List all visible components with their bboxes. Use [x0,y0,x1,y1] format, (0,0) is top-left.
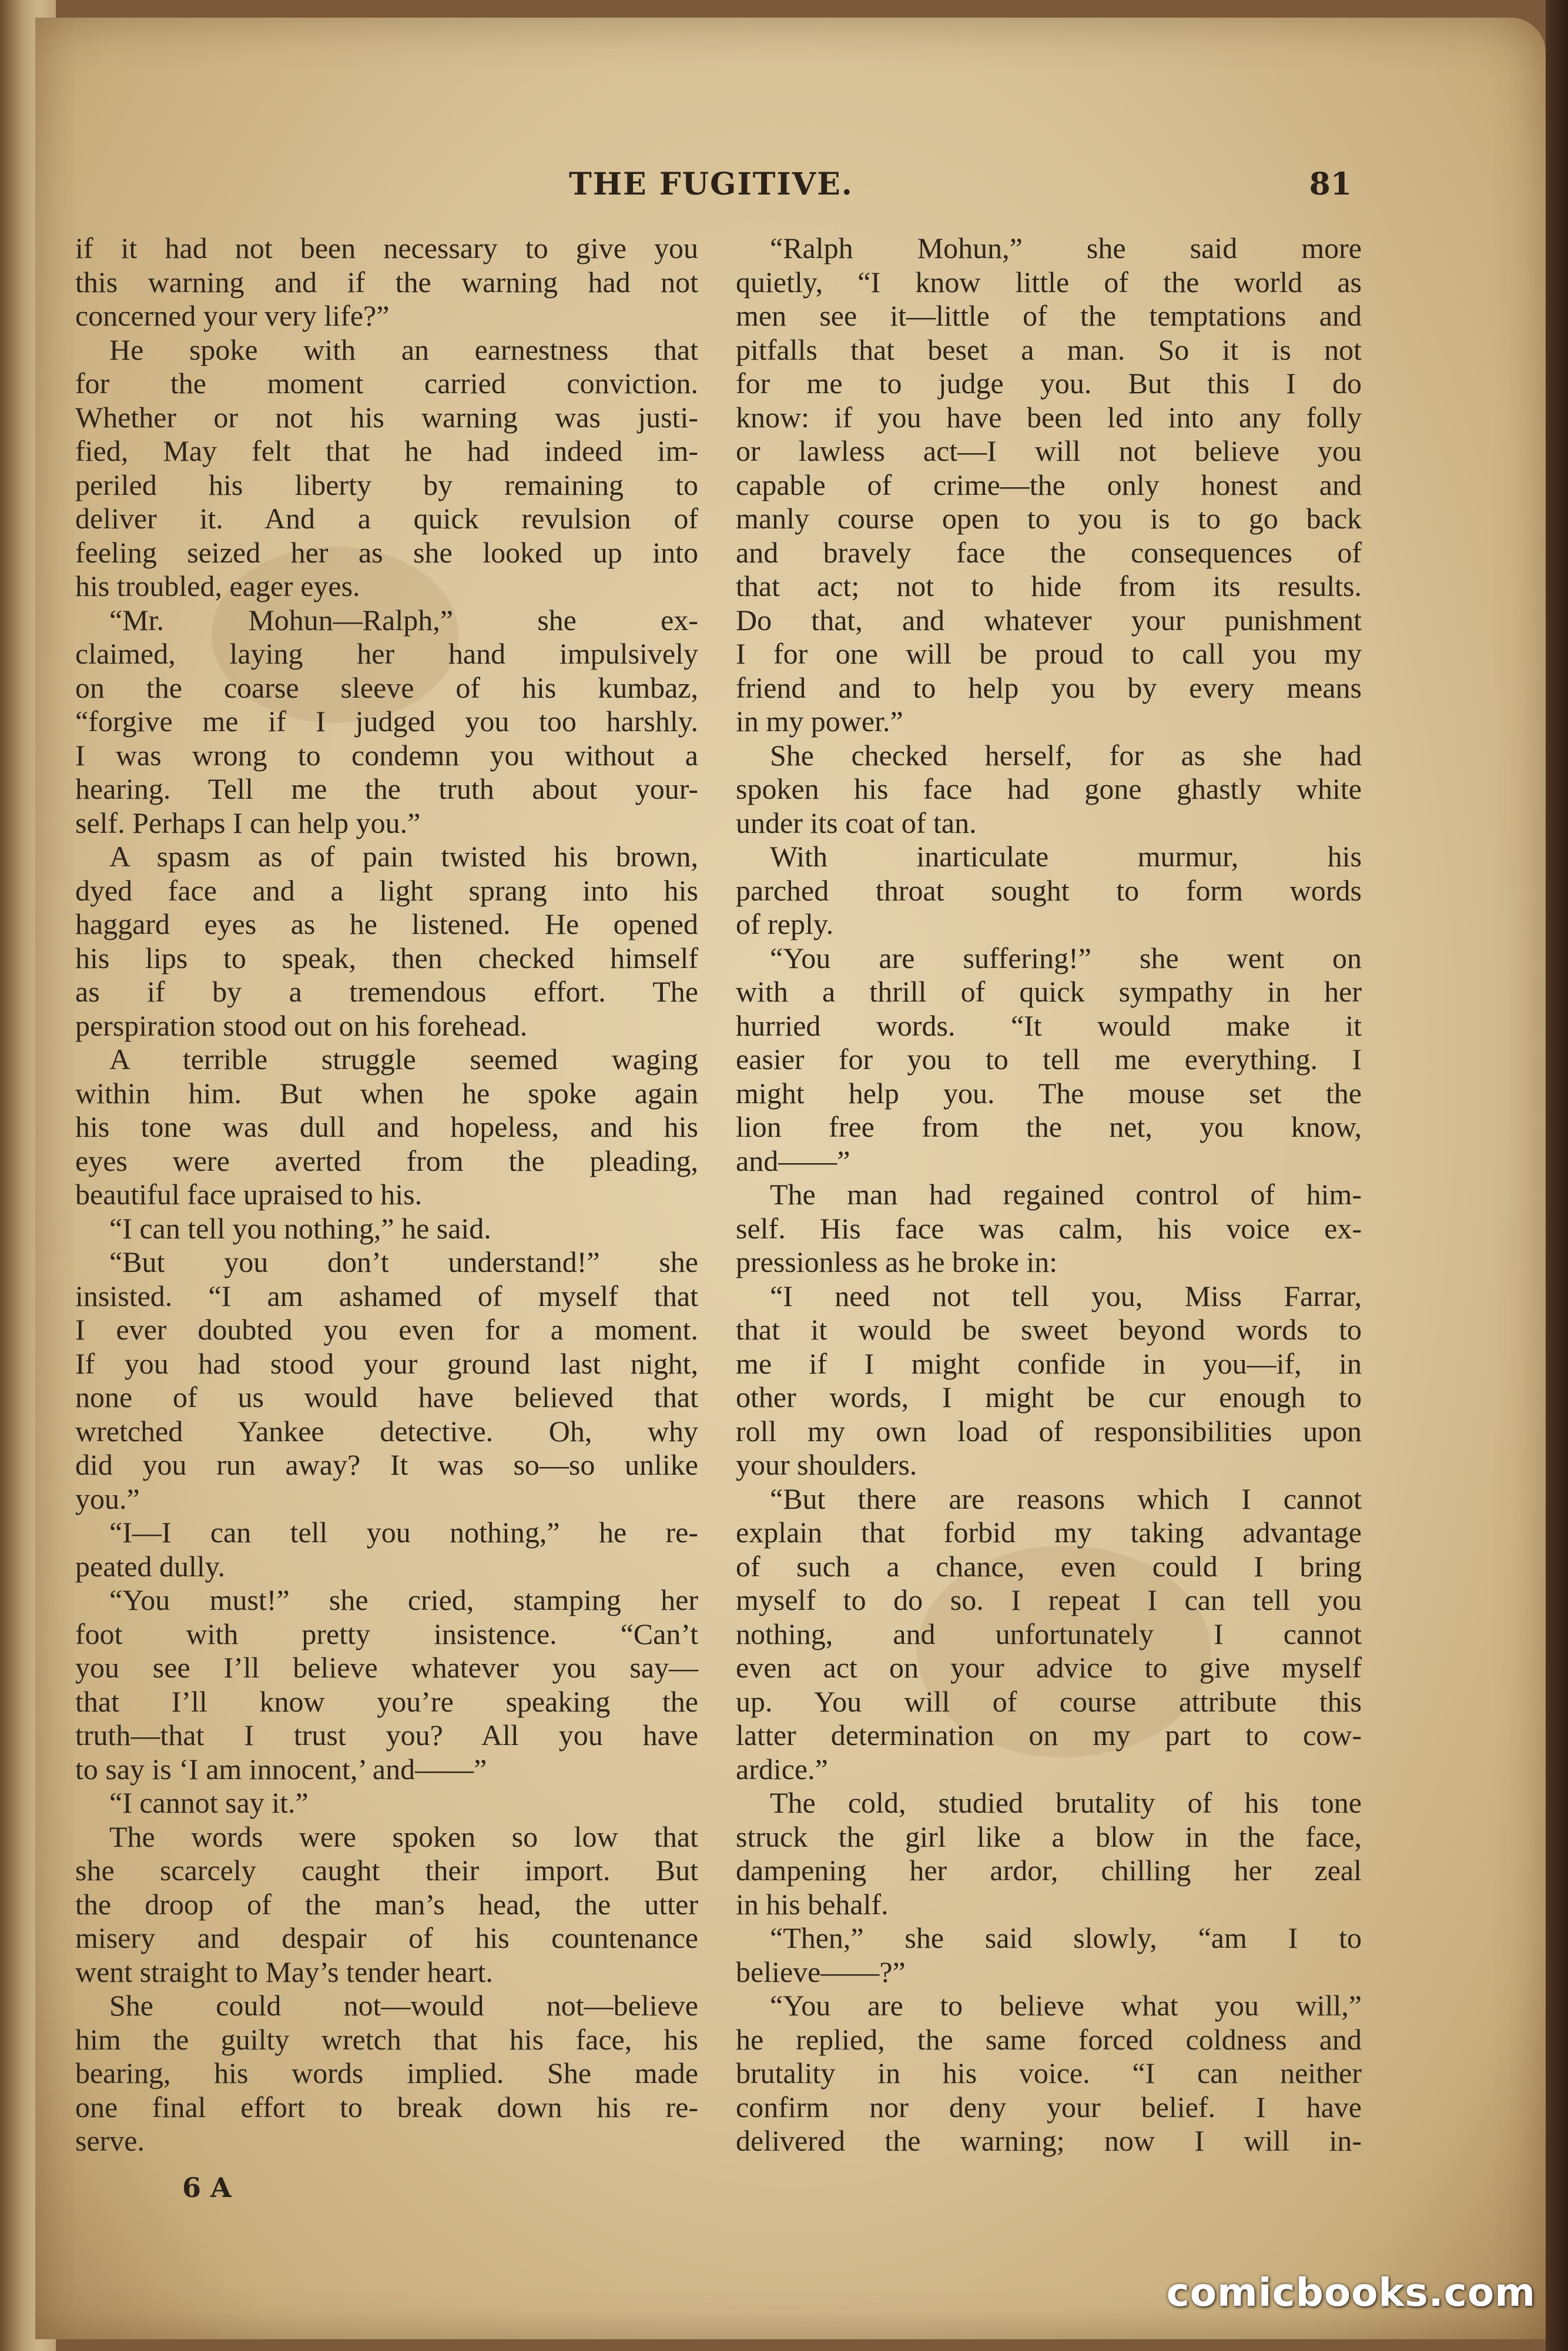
text-line: went straight to May’s tender heart. [75,1955,493,1988]
text-line: A terrible struggle seemed waging [109,1043,698,1076]
text-line: “But you don’t understand!” she [109,1245,698,1278]
text-line: friend and to help you by every means [736,671,1362,704]
text-line: know: if you have been led into any folly [736,400,1362,434]
text-line: that act; not to hide from its results. [736,570,1362,602]
text-line: nothing, and unfortunately I cannot [736,1617,1362,1650]
text-line: periled his liberty by remaining to [75,468,698,501]
text-line: concerned your very life?” [75,299,390,332]
text-line: that I’ll know you’re speaking the [75,1684,698,1718]
text-line: ardice.” [736,1752,828,1786]
running-title: THE FUGITIVE. [569,166,853,202]
page-edge [1546,0,1568,2351]
text-line: A spasm as of pain twisted his brown, [109,840,698,873]
text-line: other words, I might be cur enough to [736,1381,1362,1414]
text-line: you.” [75,1482,140,1515]
text-line: on the coarse sleeve of his kumbaz, [75,671,698,704]
text-line: haggard eyes as he listened. He opened [75,907,698,940]
text-line: and bravely face the consequences of [736,535,1362,569]
text-line: quietly, “I know little of the world as [736,265,1362,299]
text-line: perspiration stood out on his forehead. [75,1009,528,1042]
text-line: for the moment carried conviction. [75,367,698,400]
text-line: foot with pretty insistence. “Can’t [75,1617,698,1650]
text-line: his tone was dull and hopeless, and his [75,1110,698,1143]
text-line: If you had stood your ground last night, [75,1347,698,1380]
text-line: believe——?” [736,1955,906,1988]
text-line: myself to do so. I repeat I can tell you [736,1583,1362,1616]
text-line: latter determination on my part to cow- [736,1719,1362,1751]
text-line: pitfalls that beset a man. So it is not [736,333,1362,366]
text-line: With inarticulate murmur, his [770,840,1362,873]
text-line: “You are suffering!” she went on [770,941,1362,974]
text-line: in his behalf. [736,1887,889,1921]
text-line: the droop of the man’s head, the utter [75,1887,698,1921]
text-line: The words were spoken so low that [109,1820,698,1853]
text-line: “I cannot say it.” [109,1786,309,1819]
text-line: he replied, the same forced coldness and [736,2022,1362,2056]
right-text-column [736,232,1362,2158]
text-line: “Then,” she said slowly, “am I to [770,1921,1362,1954]
text-line: as if by a tremendous effort. The [75,975,698,1008]
text-line: brutality in his voice. “I can neither [736,2057,1362,2089]
text-line: “forgive me if I judged you too harshly. [75,705,698,738]
text-line: if it had not been necessary to give you [75,232,698,264]
text-line: hurried words. “It would make it [736,1009,1362,1042]
text-line: beautiful face upraised to his. [75,1178,423,1211]
text-line: his troubled, eager eyes. [75,570,360,602]
text-line: truth—that I trust you? All you have [75,1719,698,1751]
text-line: delivered the warning; now I will in- [736,2124,1362,2157]
text-line: “But there are reasons which I cannot [770,1482,1362,1515]
text-line: capable of crime—the only honest and [736,468,1362,501]
signature-mark: 6 A [182,2172,232,2203]
text-line: The cold, studied brutality of his tone [770,1786,1362,1819]
text-line: wretched Yankee detective. Oh, why [75,1414,698,1448]
text-line: struck the girl like a blow in the face, [736,1820,1362,1853]
text-line: and——” [736,1144,850,1177]
text-line: easier for you to tell me everything. I [736,1043,1362,1076]
text-line: “I—I can tell you nothing,” he re- [109,1516,698,1549]
text-line: this warning and if the warning had not [75,265,698,299]
text-line: “Ralph Mohun,” she said more [770,232,1362,264]
text-line: He spoke with an earnestness that [109,333,698,366]
text-line: lion free from the net, you know, [736,1110,1362,1143]
text-line: deliver it. And a quick revulsion of [75,502,698,535]
text-line: explain that forbid my taking advantage [736,1516,1362,1549]
text-line: did you run away? It was so—so unlike [75,1448,698,1481]
text-line: serve. [75,2124,145,2157]
text-line: “I need not tell you, Miss Farrar, [770,1279,1362,1312]
text-line: that it would be sweet beyond words to [736,1313,1362,1346]
text-line: self. His face was calm, his voice ex- [736,1211,1362,1245]
text-line: peated dully. [75,1549,226,1583]
text-line: misery and despair of his countenance [75,1921,698,1954]
text-line: dampening her ardor, chilling her zeal [736,1854,1362,1887]
watermark: comicbooks.com [1166,2270,1536,2315]
text-line: feeling seized her as she looked up into [75,535,698,569]
text-line: pressionless as he broke in: [736,1245,1058,1278]
text-line: eyes were averted from the pleading, [75,1144,698,1177]
text-line: she scarcely caught their import. But [75,1854,698,1887]
text-line: even act on your advice to give myself [736,1651,1362,1684]
text-line: dyed face and a light sprang into his [75,873,698,907]
page-number: 81 [1309,166,1352,202]
text-line: She could not—would not—believe [109,1989,698,2022]
text-line: roll my own load of responsibilities upon [736,1414,1362,1448]
text-line: parched throat sought to form words [736,873,1362,907]
text-line: to say is ‘I am innocent,’ and——” [75,1752,487,1786]
text-line: “Mr. Mohun—Ralph,” she ex- [109,603,698,637]
text-line: Do that, and whatever your punishment [736,603,1362,637]
text-line: you see I’ll believe whatever you say— [75,1651,698,1684]
text-line: of reply. [736,907,834,940]
text-line: or lawless act—I will not believe you [736,434,1362,467]
text-line: him the guilty wretch that his face, his [75,2022,698,2056]
text-line: with a thrill of quick sympathy in her [736,975,1362,1008]
text-line: none of us would have believed that [75,1381,698,1414]
text-line: “I can tell you nothing,” he said. [109,1211,491,1245]
text-line: men see it—little of the temptations and [736,299,1362,332]
text-line: one final effort to break down his re- [75,2090,698,2124]
page-header [71,166,1352,207]
text-line: Whether or not his warning was justi- [75,400,698,434]
text-line: “You are to believe what you will,” [770,1989,1362,2022]
text-line: manly course open to you is to go back [736,502,1362,535]
text-line: within him. But when he spoke again [75,1076,698,1110]
text-line: claimed, laying her hand impulsively [75,637,698,670]
text-line: spoken his face had gone ghastly white [736,772,1362,805]
text-line: for me to judge you. But this I do [736,367,1362,400]
text-line: insisted. “I am ashamed of myself that [75,1279,698,1312]
text-line: “You must!” she cried, stamping her [109,1583,698,1616]
text-line: under its coat of tan. [736,806,977,839]
text-line: your shoulders. [736,1448,917,1481]
text-line: might help you. The mouse set the [736,1076,1362,1110]
text-line: The man had regained control of him- [770,1178,1362,1211]
text-line: bearing, his words implied. She made [75,2057,698,2089]
text-line: me if I might confide in you—if, in [736,1347,1362,1380]
left-text-column [75,232,698,2158]
text-line: fied, May felt that he had indeed im- [75,434,698,467]
text-line: up. You will of course attribute this [736,1684,1362,1718]
text-line: his lips to speak, then checked himself [75,941,698,974]
text-line: I was wrong to condemn you without a [75,738,698,772]
text-line: of such a chance, even could I bring [736,1549,1362,1583]
text-line: I ever doubted you even for a moment. [75,1313,698,1346]
text-line: hearing. Tell me the truth about your- [75,772,698,805]
text-line: in my power.” [736,705,903,738]
text-line: self. Perhaps I can help you.” [75,806,421,839]
text-line: I for one will be proud to call you my [736,637,1362,670]
text-line: She checked herself, for as she had [770,738,1362,772]
text-line: confirm nor deny your belief. I have [736,2090,1362,2124]
